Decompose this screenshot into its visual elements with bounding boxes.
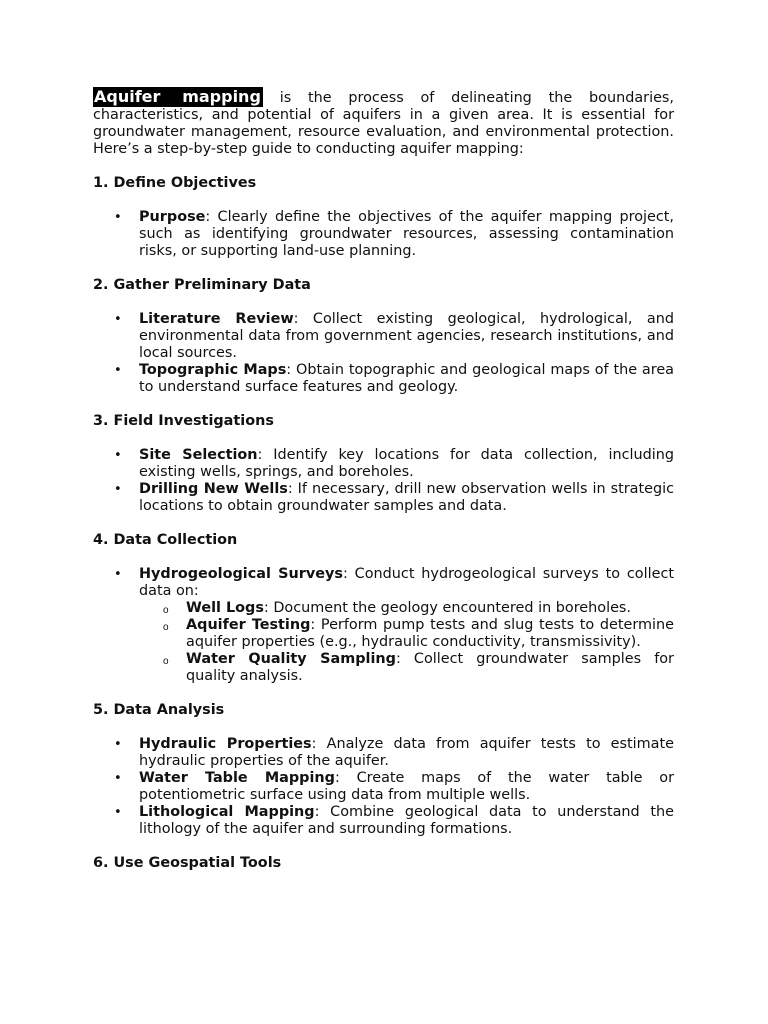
item-term: Well Logs [186,600,264,616]
list-item [93,770,674,804]
list-item [93,566,674,685]
item-term: Hydrogeological Surveys [139,566,343,582]
item-term: Site Selection [139,447,258,463]
item-text: : Analyze data from aquifer tests to estimate hydraulic properties of the aquifer. [139,736,675,769]
item-text: : Conduct hydrogeological surveys to collect data on: [139,566,674,599]
item-text: : Collect groundwater samples for quality analysis. [186,651,674,684]
sub-list-item [139,651,674,685]
item-text: : Identify key locations for data collection, including existing wells, springs, and boreholes. [139,447,674,480]
item-term: Water Quality Sampling [186,651,396,667]
item-term: Topographic Maps [139,362,287,378]
sub-list-item [139,617,674,651]
item-term: Hydraulic Properties [139,736,312,752]
intro-text: is the process of delineating the boundaries, characteristics, and potential of aquifers in a given area. It is essential for groundwater management, resource evaluation, and environmental protection. Here’s a step-by-step guide to conducting aquifer mapping: [93,90,674,157]
item-text: : Clearly define the objectives of the aquifer mapping project, such as identifying groundwater resources, assessing contamination risks, or supporting land-use planning. [139,209,674,259]
item-term: Aquifer Testing [186,617,311,633]
item-term: Literature Review [139,311,294,327]
list-item [93,209,674,260]
item-text: : Perform pump tests and slug tests to determine aquifer properties (e.g., hydraulic conductivity, transmissivity). [186,617,674,650]
bullet-list [93,566,674,685]
highlighted-term: Aquifer mapping [94,87,261,106]
bullet-list [93,736,674,838]
section-heading: 3. Field Investigations [93,413,274,429]
item-term: Purpose [139,209,206,225]
document-body [93,88,674,872]
section-heading: 1. Define Objectives [93,175,257,191]
section-heading: 4. Data Collection [93,532,238,548]
item-text: : Create maps of the water table or potentiometric surface using data from multiple wells. [139,770,675,803]
bullet-list [93,311,674,396]
section-heading: 5. Data Analysis [93,702,225,718]
section-heading: 6. Use Geospatial Tools [93,855,282,871]
item-text: : Obtain topographic and geological maps of the area to understand surface features and geology. [139,362,675,395]
bullet-list [93,447,674,515]
section-heading: 2. Gather Preliminary Data [93,277,311,293]
list-item [93,736,674,770]
item-term: Drilling New Wells [139,481,288,497]
item-term: Water Table Mapping [139,770,335,786]
item-text: : Combine geological data to understand the lithology of the aquifer and surrounding formations. [139,804,674,837]
intro-paragraph [93,88,674,158]
item-text: : Document the geology encountered in boreholes. [263,600,632,616]
item-text: : Collect existing geological, hydrological, and environmental data from government agencies, research institutions, and local sources. [139,311,674,361]
list-item [93,362,674,396]
list-item [93,447,674,481]
list-item [93,311,674,362]
item-term: Lithological Mapping [139,804,315,820]
sub-list-item [139,600,674,617]
list-item [93,804,674,838]
item-text: : If necessary, drill new observation wells in strategic locations to obtain groundwater samples and data. [139,481,674,514]
bullet-list [93,209,674,260]
sub-list [139,600,674,685]
list-item [93,481,674,515]
